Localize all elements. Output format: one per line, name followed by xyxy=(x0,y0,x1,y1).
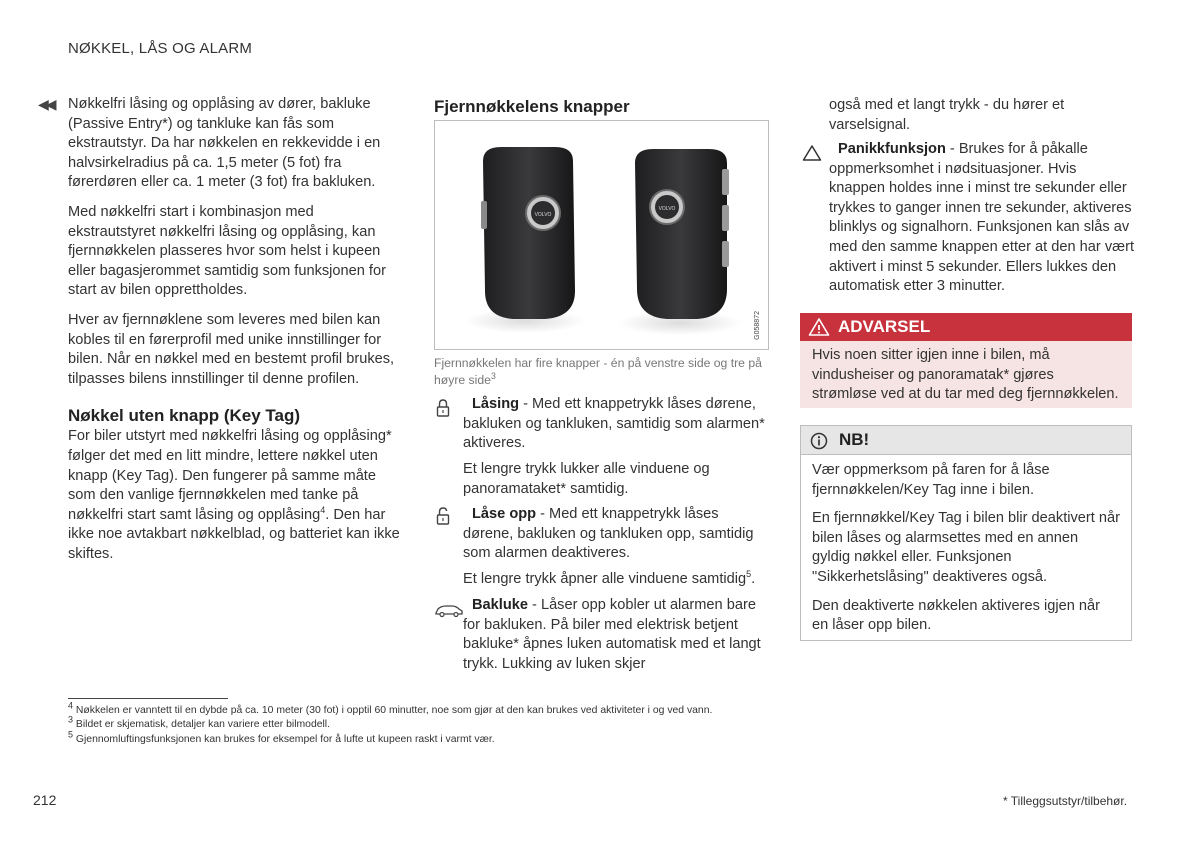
car-trunk-icon xyxy=(434,602,464,623)
footnote-3: $^3$ Bildet er skjematisk, detaljer kan variere etter bilmodell. xyxy=(68,714,331,730)
warning-header xyxy=(800,313,1132,341)
note-box xyxy=(800,425,1132,641)
warning-triangle-icon xyxy=(808,317,830,346)
warning-text: Hvis noen sitter igjen inne i bilen, må vindusheiser og panoramatak* gjøres strømløse ved at du tar med deg fjernnøkkelen. xyxy=(812,347,1119,403)
panic-title: Panikkfunksjon xyxy=(838,141,946,157)
note-header xyxy=(801,426,1131,455)
right-key-body xyxy=(635,149,727,319)
double-left-arrow-icon: ◀◀ xyxy=(38,96,54,112)
info-circle-icon xyxy=(810,431,828,459)
unlock-long-press: Et lengre trykk åpner alle vinduene samtidig$^5$. xyxy=(463,569,756,587)
page-number: 212 xyxy=(33,792,57,808)
footnote-4: $^4$ Nøkkelen er vanntett til en dybde på ca. 10 meter (30 fot) i opptil 60 minutter, noe som gjør at den kan brukes ved aktiviteter i og ved vann. xyxy=(68,700,713,716)
unlock-button-description: Låse opp - Med ett knappetrykk låses dørene, bakluken og tankluken opp, samtidig som alarmen deaktiveres. xyxy=(463,506,754,562)
note-paragraph-1: Vær oppmerksom på faren for å låse fjernnøkkelen/Key Tag inne i bilen. xyxy=(812,462,1050,498)
svg-text:VOLVO: VOLVO xyxy=(534,212,552,218)
note-body xyxy=(801,455,1131,636)
trunk-title: Bakluke xyxy=(472,597,528,613)
panic-description: Panikkfunksjon - Brukes for å påkalle oppmerksomhet i nødsituasjoner. Hvis knappen holdes inne i minst tre sekunder eller trykkes to ganger innen tre sekunder, aktiveres blinklys og signalhorn. Funksjonen kan slås av med den samme knappen etter at den har vært aktivert i minst 5 sekunder. Ellers lukkes den automatisk etter 3 minutter. xyxy=(829,141,1135,295)
warning-box xyxy=(800,313,1132,408)
lock-title: Låsing xyxy=(472,396,520,412)
note-paragraph-3: Den deaktiverte nøkkelen aktiveres igjen når en låser opp bilen. xyxy=(812,597,1100,634)
paragraph-keyless-start: Med nøkkelfri start i kombinasjon med ekstrautstyret nøkkelfri låsing og opplåsing, kan fjernnøkkelen plasseres hvor som helst i kupeen eller bagasjerommet samtidig som funksjonen for start av bilen opprettholdes. xyxy=(68,203,386,299)
footnote-5: $^5$ Gjennomluftingsfunksjonen kan brukes for eksempel for å lufte ut kupeen raskt i varmt vær. xyxy=(68,729,495,745)
padlock-open-icon xyxy=(436,506,450,531)
trunk-button-description: Bakluke - Låser opp kobler ut alarmen bare for bakluken. På biler med elektrisk betjent bakluke* åpnes luken automatisk med et langt trykk. Lukking av luken skjer xyxy=(463,597,761,672)
lock-long-press: Et lengre trykk lukker alle vinduene og panoramataket* samtidig. xyxy=(463,461,710,497)
note-paragraph-2: En fjernnøkkel/Key Tag i bilen blir deaktivert når bilen låses og alarmsettes med en annen gyldig nøkkel eller. Funksjonen "Sikkerhetslåsing" deaktiveres også. xyxy=(812,510,1120,585)
lock-button-description: Låsing - Med ett knappetrykk låses dørene, bakluken og tankluken, samtidig som alarmen* aktiveres. xyxy=(463,396,765,452)
warning-triangle-icon xyxy=(802,144,822,167)
warning-title: ADVARSEL xyxy=(838,317,931,336)
heading-remote-buttons: Fjernnøkkelens knapper xyxy=(434,97,630,116)
footnote-ref-4: 4 xyxy=(320,504,326,515)
padlock-closed-icon xyxy=(436,398,450,423)
heading-key-tag: Nøkkel uten knapp (Key Tag) xyxy=(68,406,301,426)
accessory-note: * Tilleggsutstyr/tilbehør. xyxy=(1003,794,1128,808)
footnote-divider xyxy=(68,698,228,699)
remote-key-figure xyxy=(434,120,769,350)
left-key-body xyxy=(483,147,575,319)
footnote-ref-3: 3 xyxy=(490,370,496,381)
trunk-continuation: også med et langt trykk - du hører et varselsignal. xyxy=(829,97,1065,133)
paragraph-key-tag: For biler utstyrt med nøkkelfri låsing og opplåsing* følger det med en litt mindre, lettere nøkkel uten knapp (Key Tag). Den fungerer på samme måte som den vanlige fjernnøkkelen med tanke på nøkkelfri start samt låsing og opplåsing$^4$. Den har ikke noe avtakbart nøkkelblad, og batteriet kan ikke skiftes. xyxy=(68,428,400,562)
page-header: NØKKEL, LÅS OG ALARM xyxy=(68,40,253,57)
footnote-ref-5: 5 xyxy=(746,569,752,580)
left-column xyxy=(68,95,401,574)
note-title: NB! xyxy=(839,430,870,449)
unlock-title: Låse opp xyxy=(472,506,537,522)
figure-code: G058872 xyxy=(754,311,761,340)
paragraph-driver-profile: Hver av fjernnøklene som leveres med bilen kan kobles til en førerprofil med unike innstillinger for bilen. Når en nøkkel med en bestemt profil brukes, tilpasses bilens innstillinger til denne profilen. xyxy=(68,311,395,387)
paragraph-passive-entry: Nøkkelfri låsing og opplåsing av dører, bakluke (Passive Entry*) og tankluke kan fås som ekstrautstyr. Da har nøkkelen en rekkevidde i en halvsirkelradius på ca. 1,5 meter (5 fot) fra førerdøren eller ca. 1 meter (3 fot) fra bakluken. xyxy=(68,96,381,191)
svg-text:VOLVO: VOLVO xyxy=(658,206,676,212)
figure-caption: Fjernnøkkelen har fire knapper - én på venstre side og tre på høyre side$^3$ xyxy=(434,356,762,387)
